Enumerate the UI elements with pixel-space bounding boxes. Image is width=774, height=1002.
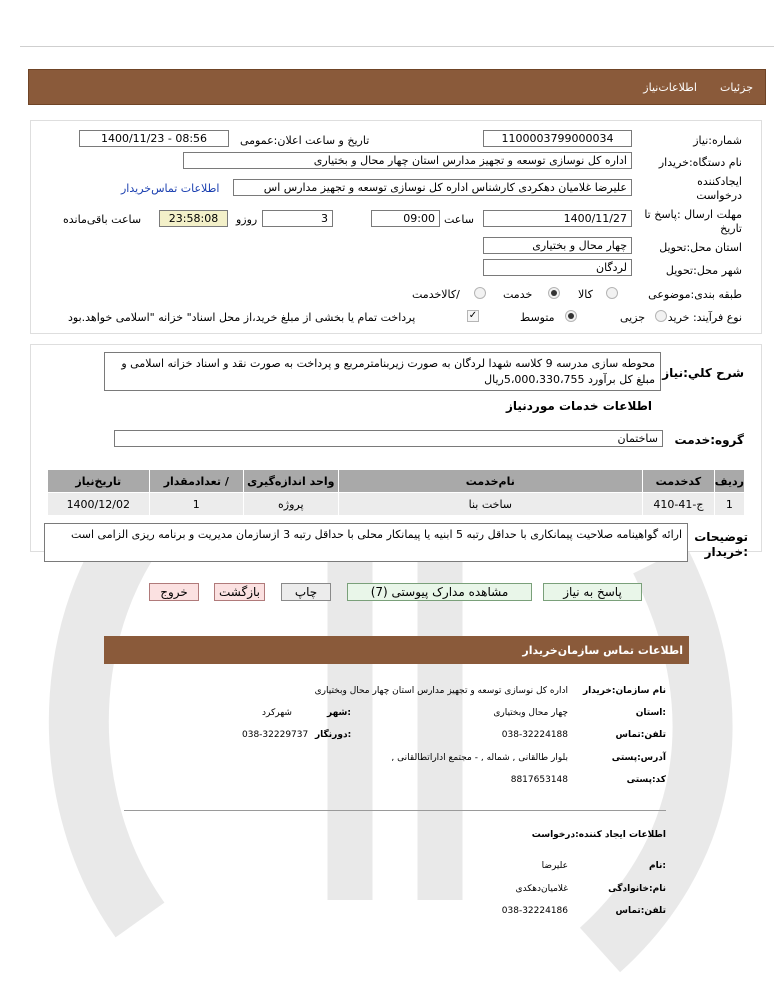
tab-header (28, 69, 766, 105)
creator-label-1: ایجادکننده (697, 175, 742, 188)
th-name: نام‌خدمت (338, 470, 643, 493)
days-label: روزو (236, 213, 258, 226)
remaining-time-field: 23:58:08 (159, 210, 228, 227)
summary-label: شرح کلي:نياز (662, 366, 744, 380)
buyer-label: نام دستگاه:خریدار (658, 156, 742, 169)
th-code: کدخدمت (643, 470, 715, 493)
payment-checkbox[interactable]: ✓ (468, 310, 478, 321)
cell-unit: پروژه (244, 493, 339, 516)
category-label: طبقه بندی:موضوعی (648, 288, 742, 301)
announce-datetime-field: 1400/11/23 - 08:56 (79, 130, 229, 147)
th-row: ردیف (714, 470, 744, 493)
service-group-field: ساختمان (114, 430, 663, 447)
service-group-label: گروه:خدمت (674, 433, 744, 447)
contact-address-value: بلوار طالقانی , شماله , - مجتمع اداراتطالقانی , (391, 753, 568, 763)
proc-medium-label: متوسط (520, 311, 555, 324)
th-qty: / تعدادمقدار (149, 470, 244, 493)
radio-goods[interactable] (606, 287, 618, 299)
radio-medium[interactable] (565, 310, 577, 322)
payment-note: پرداخت تمام یا بخشی از مبلغ خرید،از محل اسناد" خزانه "اسلامی خواهد.بود (68, 311, 416, 324)
deadline-label-1: مهلت ارسال :پاسخ تا (644, 208, 742, 221)
contact-province-label: :استان (635, 708, 666, 718)
process-label: نوع فرآیند: خرید (667, 311, 742, 324)
creator-name-label: :نام (649, 861, 666, 871)
print-button[interactable]: چاپ (281, 583, 331, 601)
radio-service[interactable] (548, 287, 560, 299)
contact-city-value: شهرکرد (262, 708, 292, 718)
creator-title: اطلاعات ایجاد کننده:درخواست (531, 830, 666, 840)
contact-province-value: چهار محال وبختیاری (493, 708, 568, 718)
th-date: تاریخ‌نیاز (48, 470, 150, 493)
remaining-label: ساعت باقی‌مانده (63, 213, 142, 226)
cell-name: ساخت بنا (338, 493, 643, 516)
contact-title: اطلاعات تماس سازمان‌خریدار (522, 644, 683, 657)
radio-partial[interactable] (655, 310, 667, 322)
cat-goods-label: کالا (578, 288, 593, 301)
contact-divider (124, 810, 666, 811)
need-number-field: 1100003799000034 (483, 130, 632, 147)
tab-need-info[interactable]: اطلاعات‌نیاز (643, 81, 697, 94)
tab-details[interactable]: جزئیات (720, 81, 753, 94)
summary-text: محوطه سازی مدرسه 9 کلاسه شهدا لردگان به صورت زیربنامترمربع و پرداخت به صورت نقد و اسناد خزانه اسلامی و مبلغ کل برآورد 5،000،330،755ریال (104, 352, 661, 391)
creator-family-label: نام:خانوادگی (608, 884, 666, 894)
cat-service-label: خدمت (503, 288, 533, 301)
buyer-contact-link[interactable]: اطلاعات تماس‌خریدار (121, 182, 220, 195)
contact-city-label: :شهر (327, 708, 351, 718)
province-field: چهار محال و بختیاری (483, 237, 632, 254)
org-label: نام سازمان:خریدار (582, 686, 666, 696)
contact-fax-label: :دورنگار (315, 730, 352, 740)
exit-button[interactable]: خروج (149, 583, 199, 601)
days-field: 3 (262, 210, 333, 227)
buyer-notes-text: ارائه گواهینامه صلاحیت پیمانکاری با حداقل رتبه 5 ابنیه یا پیمانکار محلی با حداقل رتبه 3 ازسازمان مدیریت و برنامه ریزی الزامی است (44, 523, 688, 562)
creator-field: علیرضا غلامیان دهکردی کارشناس اداره کل نوسازی توسعه و تجهیز مدارس اس (233, 179, 632, 196)
cell-qty: 1 (149, 493, 244, 516)
notes-label-1: توضیحات (694, 530, 748, 544)
creator-name-value: علیرضا (541, 861, 568, 871)
creator-family-value: غلامیان‌دهکدی (515, 884, 568, 894)
proc-partial-label: جزیی (620, 311, 646, 324)
buyer-field: اداره کل نوسازی توسعه و تجهیز مدارس استان چهار محال و بختیاری (183, 152, 632, 169)
deadline-label-2: تاریخ (720, 222, 742, 235)
creator-label-2: درخواست (696, 189, 742, 202)
services-title: اطلاعات خدمات موردنیاز (505, 399, 652, 413)
announce-label: تاریخ و ساعت اعلان:عمومی (240, 134, 370, 147)
org-value: اداره کل نوسازی توسعه و تجهیز مدارس استان چهار محال وبختیاری (314, 686, 568, 696)
creator-phone-label: تلفن:تماس (615, 906, 666, 916)
table-row (48, 493, 745, 516)
deadline-time-field: 09:00 (371, 210, 440, 227)
top-divider (20, 46, 774, 47)
province-label: استان محل:تحویل (659, 241, 742, 254)
contact-phone-value: 038-32224188 (501, 730, 568, 740)
city-field: لردگان (483, 259, 632, 276)
contact-postal-value: 8817653148 (510, 775, 568, 785)
city-label: شهر محل:تحویل (665, 264, 742, 277)
attachments-button[interactable]: مشاهده مدارک پیوستی (7) (347, 583, 532, 601)
deadline-date-field: 1400/11/27 (483, 210, 632, 227)
creator-phone-value: 038-32224186 (501, 906, 568, 916)
contact-fax-value: 038-32229737 (242, 730, 309, 740)
need-number-label: شماره:نیاز (693, 134, 742, 147)
cell-code: ج-41-410 (643, 493, 715, 516)
cell-row: 1 (714, 493, 744, 516)
services-table (47, 469, 745, 516)
contact-phone-label: تلفن:تماس (615, 730, 666, 740)
notes-label-2: :خریدار (704, 545, 748, 559)
contact-postal-label: کد:پستی (626, 775, 666, 785)
th-unit: واحد اندازه‌گیری (244, 470, 339, 493)
contact-address-label: آدرس:پستی (611, 753, 666, 763)
radio-goods-service[interactable] (474, 287, 486, 299)
cat-goods-service-label: /کالاخدمت (412, 288, 460, 301)
reply-button[interactable]: پاسخ به نیاز (543, 583, 642, 601)
back-button[interactable]: بازگشت (214, 583, 265, 601)
contact-header (104, 636, 689, 664)
cell-date: 1400/12/02 (48, 493, 150, 516)
time-label: ساعت (444, 213, 474, 226)
